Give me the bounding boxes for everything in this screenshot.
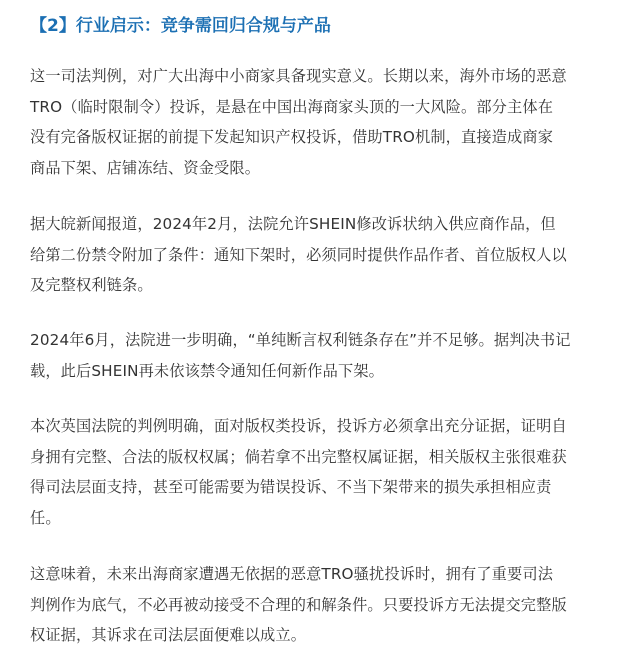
paragraph-line: 身拥有完整、合法的版权权属；倘若拿不出完整权属证据，相关版权主张很难获: [30, 447, 567, 466]
paragraph-line: 2024年6月，法院进一步明确，“单纯断言权利链条存在”并不足够。据判决书记: [30, 331, 571, 349]
paragraph-5: [30, 559, 615, 651]
section-heading: 【2】行业启示：竞争需回归合规与产品: [30, 16, 331, 36]
paragraph-line: 商品下架、店铺冻结、资金受限。: [30, 158, 261, 177]
paragraph-line: 本次英国法院的判例明确，面对版权类投诉，投诉方必须拿出充分证据，证明自: [30, 417, 567, 435]
paragraph-1: [30, 61, 615, 183]
paragraph-line: 没有完备版权证据的前提下发起知识产权投诉，借助TRO机制，直接造成商家: [30, 128, 554, 146]
paragraph-line: 得司法层面支持，甚至可能需要为错误投诉、不当下架带来的损失承担相应责: [30, 478, 552, 496]
paragraph-line: 这意味着，未来出海商家遭遇无依据的恶意TRO骚扰投诉时，拥有了重要司法: [30, 565, 554, 583]
paragraph-2: [30, 209, 615, 301]
paragraph-line: 据大皖新闻报道，2024年2月，法院允许SHEIN修改诉状纳入供应商作品，但: [30, 215, 556, 233]
paragraph-line: 任。: [30, 508, 61, 527]
paragraph-line: 载，此后SHEIN再未依该禁令通知任何新作品下架。: [30, 361, 384, 380]
paragraph-line: 及完整权利链条。: [30, 276, 153, 294]
paragraph-line: 判例作为底气，不必再被动接受不合理的和解条件。只要投诉方无法提交完整版: [30, 595, 567, 614]
paragraph-line: 这一司法判例，对广大出海中小商家具备现实意义。长期以来，海外市场的恶意: [30, 67, 567, 85]
paragraph-line: 权证据，其诉求在司法层面便难以成立。: [30, 626, 307, 644]
paragraph-4: [30, 411, 615, 533]
paragraph-line: 给第二份禁令附加了条件：通知下架时，必须同时提供作品作者、首位版权人以: [30, 245, 567, 264]
paragraph-line: TRO（临时限制令）投诉，是悬在中国出海商家头顶的一大风险。部分主体在: [30, 97, 554, 116]
paragraph-3: [30, 325, 615, 386]
